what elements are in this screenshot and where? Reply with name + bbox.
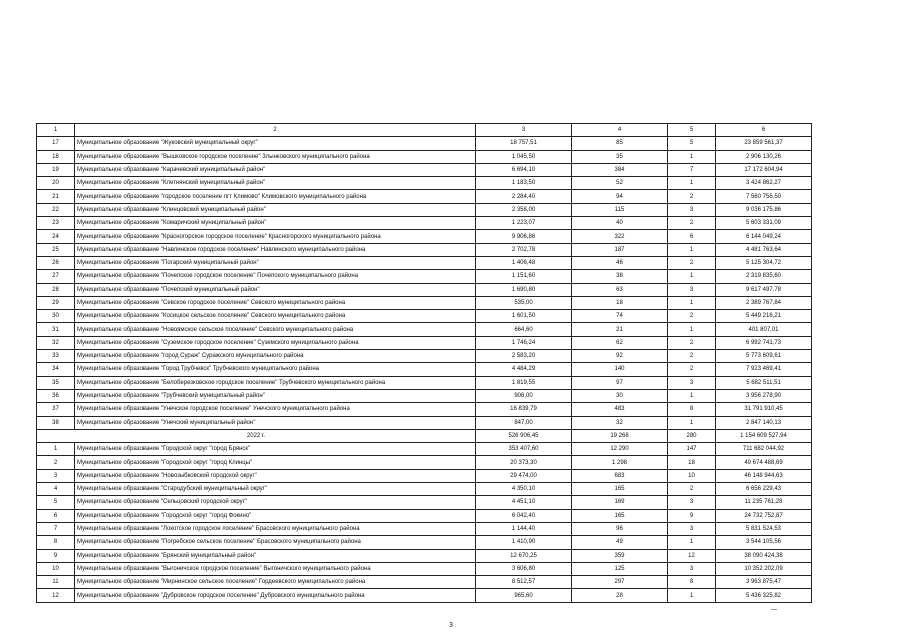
municipality-name: Муниципальное образование "Сельцовский городской округ" — [75, 496, 476, 509]
value-col-5: 12 — [668, 549, 716, 562]
value-col-4: 125 — [572, 562, 668, 575]
municipality-name: Муниципальное образование "Жуковский муниципальный округ" — [75, 137, 476, 150]
table-row — [37, 230, 812, 243]
value-col-4: 165 — [572, 483, 668, 496]
table-row — [37, 256, 812, 269]
row-number: 25 — [37, 243, 75, 256]
table-row — [37, 496, 812, 509]
value-col-5: 3 — [668, 203, 716, 216]
value-col-5: 3 — [668, 376, 716, 389]
value-col-6: 23 859 561,37 — [716, 137, 812, 150]
row-number: 32 — [37, 336, 75, 349]
table-row — [37, 283, 812, 296]
value-col-6: 2 906 130,26 — [716, 150, 812, 163]
year-total-col-6: 1 154 609 527,94 — [716, 429, 812, 442]
table-row — [37, 376, 812, 389]
value-col-4: 28 — [572, 589, 668, 602]
value-col-3: 16 839,79 — [476, 403, 572, 416]
year-total-col-3: 526 906,45 — [476, 429, 572, 442]
column-number-cell: 5 — [668, 124, 716, 137]
value-col-6: 49 674 488,69 — [716, 456, 812, 469]
column-number-cell: 6 — [716, 124, 812, 137]
value-col-4: 35 — [572, 150, 668, 163]
value-col-5: 147 — [668, 443, 716, 456]
value-col-5: 7 — [668, 163, 716, 176]
value-col-5: 2 — [668, 363, 716, 376]
row-number: 22 — [37, 203, 75, 216]
value-col-4: 187 — [572, 243, 668, 256]
table-row — [37, 177, 812, 190]
value-col-4: 165 — [572, 509, 668, 522]
value-col-3: 906,00 — [476, 389, 572, 402]
value-col-4: 92 — [572, 350, 668, 363]
table-body — [37, 124, 812, 603]
value-col-5: 1 — [668, 150, 716, 163]
value-col-5: 2 — [668, 483, 716, 496]
value-col-4: 683 — [572, 469, 668, 482]
value-col-6: 2 319 835,60 — [716, 270, 812, 283]
value-col-4: 38 — [572, 270, 668, 283]
value-col-3: 1 223,07 — [476, 217, 572, 230]
value-col-4: 30 — [572, 389, 668, 402]
value-col-3: 1 410,90 — [476, 536, 572, 549]
value-col-4: 21 — [572, 323, 668, 336]
value-col-5: 1 — [668, 389, 716, 402]
value-col-3: 1 406,48 — [476, 256, 572, 269]
value-col-4: 49 — [572, 536, 668, 549]
table-row — [37, 190, 812, 203]
value-col-4: 32 — [572, 416, 668, 429]
municipality-name: Муниципальное образование "Городской округ "город Брянск" — [75, 443, 476, 456]
value-col-5: 3 — [668, 522, 716, 535]
row-number: 37 — [37, 403, 75, 416]
municipality-name: Муниципальное образование "Трубчевский муниципальный район" — [75, 389, 476, 402]
row-number: 17 — [37, 137, 75, 150]
value-col-4: 63 — [572, 283, 668, 296]
value-col-5: 3 — [668, 283, 716, 296]
table-row — [37, 443, 812, 456]
value-col-6: 9 617 497,78 — [716, 283, 812, 296]
value-col-6: 2 389 767,84 — [716, 296, 812, 309]
value-col-5: 1 — [668, 323, 716, 336]
value-col-4: 140 — [572, 363, 668, 376]
row-number: 8 — [37, 536, 75, 549]
table-row — [37, 163, 812, 176]
value-col-6: 5 449 216,21 — [716, 310, 812, 323]
value-col-4: 96 — [572, 522, 668, 535]
year-label: 2022 г. — [37, 429, 476, 442]
municipality-name: Муниципальное образование "Белоберезковское городское поселение" Трубчевского муниципального района — [75, 376, 476, 389]
table-row — [37, 137, 812, 150]
value-col-3: 1 144,40 — [476, 522, 572, 535]
value-col-5: 2 — [668, 336, 716, 349]
value-col-3: 847,00 — [476, 416, 572, 429]
table-row — [37, 310, 812, 323]
row-number: 9 — [37, 549, 75, 562]
value-col-6: 3 424 862,27 — [716, 177, 812, 190]
municipality-name: Муниципальное образование "Карачевский муниципальный район" — [75, 163, 476, 176]
value-col-3: 20 373,30 — [476, 456, 572, 469]
value-col-4: 115 — [572, 203, 668, 216]
municipality-name: Муниципальное образование "Городской округ "город Клинцы" — [75, 456, 476, 469]
value-col-6: 31 791 910,45 — [716, 403, 812, 416]
row-number: 23 — [37, 217, 75, 230]
value-col-3: 12 670,25 — [476, 549, 572, 562]
value-col-4: 169 — [572, 496, 668, 509]
value-col-4: 85 — [572, 137, 668, 150]
municipality-name: Муниципальное образование "Погребское сельское поселение" Брасовского муниципального района — [75, 536, 476, 549]
table-row — [37, 549, 812, 562]
table-row — [37, 576, 812, 589]
value-col-4: 359 — [572, 549, 668, 562]
value-col-6: 3 956 278,90 — [716, 389, 812, 402]
row-number: 12 — [37, 589, 75, 602]
row-number: 18 — [37, 150, 75, 163]
municipality-name: Муниципальное образование "Почепское городское поселение" Почепского муниципального района — [75, 270, 476, 283]
value-col-6: 5 125 304,72 — [716, 256, 812, 269]
table-row — [37, 350, 812, 363]
value-col-6: 10 352 202,09 — [716, 562, 812, 575]
column-number-cell: 2 — [75, 124, 476, 137]
value-col-6: 7 560 756,50 — [716, 190, 812, 203]
municipality-name: Муниципальное образование "Севское городское поселение" Севского муниципального района — [75, 296, 476, 309]
municipality-name: Муниципальное образование "Навлинское городское поселение" Навлинского муниципального района — [75, 243, 476, 256]
value-col-3: 1 690,80 — [476, 283, 572, 296]
municipality-name: Муниципальное образование "Красногорское городское поселение" Красногорского муниципального района — [75, 230, 476, 243]
value-col-5: 2 — [668, 310, 716, 323]
table-row — [37, 323, 812, 336]
municipality-name: Муниципальное образование "Выгоничское городское поселение" Выгоничского муниципального района — [75, 562, 476, 575]
year-total-col-5: 280 — [668, 429, 716, 442]
value-col-3: 1 151,60 — [476, 270, 572, 283]
value-col-6: 711 682 044,92 — [716, 443, 812, 456]
value-col-4: 97 — [572, 376, 668, 389]
municipality-name: Муниципальное образование "Дубровское городское поселение" Дубровского муниципального района — [75, 589, 476, 602]
row-number: 6 — [37, 509, 75, 522]
municipality-name: Муниципальное образование "город Сураж" Суражского муниципального района — [75, 350, 476, 363]
value-col-3: 4 484,29 — [476, 363, 572, 376]
column-number-row — [37, 124, 812, 137]
table-row — [37, 589, 812, 602]
row-number: 3 — [37, 469, 75, 482]
value-col-5: 1 — [668, 416, 716, 429]
value-col-6: 5 773 609,61 — [716, 350, 812, 363]
value-col-6: 38 090 424,38 — [716, 549, 812, 562]
table-row — [37, 150, 812, 163]
value-col-4: 94 — [572, 190, 668, 203]
table-row — [37, 243, 812, 256]
table-row — [37, 296, 812, 309]
value-col-6: 5 603 331,09 — [716, 217, 812, 230]
row-number: 31 — [37, 323, 75, 336]
value-col-5: 1 — [668, 589, 716, 602]
year-total-row — [37, 429, 812, 442]
column-number-cell: 4 — [572, 124, 668, 137]
row-number: 24 — [37, 230, 75, 243]
municipality-name: Муниципальное образование "Косицкое сельское поселение" Севского муниципального района — [75, 310, 476, 323]
value-col-6: 6 656 229,43 — [716, 483, 812, 496]
table-row — [37, 456, 812, 469]
municipality-name: Муниципальное образование "Клинцовский муниципальный район" — [75, 203, 476, 216]
value-col-6: 24 732 752,87 — [716, 509, 812, 522]
municipality-name: Муниципальное образование "Стародубский муниципальный округ" — [75, 483, 476, 496]
row-number: 20 — [37, 177, 75, 190]
municipality-name: Муниципальное образование "Новозыбковский городской округ" — [75, 469, 476, 482]
column-number-cell: 1 — [37, 124, 75, 137]
value-col-6: 5 831 524,53 — [716, 522, 812, 535]
row-number: 28 — [37, 283, 75, 296]
table-row — [37, 522, 812, 535]
value-col-3: 535,00 — [476, 296, 572, 309]
row-number: 19 — [37, 163, 75, 176]
value-col-3: 1 045,50 — [476, 150, 572, 163]
table-row — [37, 203, 812, 216]
column-number-cell: 3 — [476, 124, 572, 137]
value-col-5: 3 — [668, 496, 716, 509]
value-col-3: 2 702,78 — [476, 243, 572, 256]
municipality-name: Муниципальное образование "Новоямское сельское поселение" Севского муниципального района — [75, 323, 476, 336]
value-col-4: 52 — [572, 177, 668, 190]
value-col-3: 1 183,50 — [476, 177, 572, 190]
year-total-col-4: 19 268 — [572, 429, 668, 442]
table-row — [37, 416, 812, 429]
row-number: 5 — [37, 496, 75, 509]
table-row — [37, 509, 812, 522]
row-number: 4 — [37, 483, 75, 496]
value-col-6: 11 235 761,28 — [716, 496, 812, 509]
value-col-3: 2 583,20 — [476, 350, 572, 363]
value-col-3: 664,60 — [476, 323, 572, 336]
value-col-5: 1 — [668, 270, 716, 283]
row-number: 27 — [37, 270, 75, 283]
scan-artifact — [771, 609, 777, 610]
value-col-4: 74 — [572, 310, 668, 323]
value-col-5: 1 — [668, 177, 716, 190]
value-col-6: 2 847 140,13 — [716, 416, 812, 429]
value-col-3: 4 350,10 — [476, 483, 572, 496]
value-col-4: 1 298 — [572, 456, 668, 469]
value-col-6: 5 436 325,82 — [716, 589, 812, 602]
value-col-3: 18 757,51 — [476, 137, 572, 150]
row-number: 33 — [37, 350, 75, 363]
value-col-5: 6 — [668, 230, 716, 243]
value-col-3: 1 746,24 — [476, 336, 572, 349]
municipality-name: Муниципальное образование "Почепский муниципальный район" — [75, 283, 476, 296]
value-col-3: 4 451,10 — [476, 496, 572, 509]
value-col-4: 483 — [572, 403, 668, 416]
value-col-6: 4 481 763,64 — [716, 243, 812, 256]
row-number: 26 — [37, 256, 75, 269]
value-col-5: 18 — [668, 456, 716, 469]
value-col-4: 46 — [572, 256, 668, 269]
value-col-3: 6 042,40 — [476, 509, 572, 522]
value-col-6: 5 682 511,51 — [716, 376, 812, 389]
value-col-5: 1 — [668, 243, 716, 256]
value-col-6: 3 544 105,56 — [716, 536, 812, 549]
table-row — [37, 536, 812, 549]
row-number: 2 — [37, 456, 75, 469]
value-col-5: 2 — [668, 350, 716, 363]
municipality-name: Муниципальное образование "Унечское городское поселение" Унечского муниципального района — [75, 403, 476, 416]
municipality-name: Муниципальное образование "Мирнинское сельское поселение" Гордеевского муниципального района — [75, 576, 476, 589]
value-col-6: 9 036 175,86 — [716, 203, 812, 216]
row-number: 38 — [37, 416, 75, 429]
row-number: 21 — [37, 190, 75, 203]
value-col-3: 965,60 — [476, 589, 572, 602]
value-col-3: 353 407,60 — [476, 443, 572, 456]
municipality-name: Муниципальное образование "Город Трубчевск" Трубчевского муниципального района — [75, 363, 476, 376]
row-number: 36 — [37, 389, 75, 402]
municipality-name: Муниципальное образование "Погарский муниципальный район" — [75, 256, 476, 269]
row-number: 30 — [37, 310, 75, 323]
value-col-3: 3 606,80 — [476, 562, 572, 575]
page-number: 3 — [449, 622, 453, 629]
value-col-6: 6 992 741,73 — [716, 336, 812, 349]
table-row — [37, 363, 812, 376]
row-number: 29 — [37, 296, 75, 309]
municipality-name: Муниципальное образование "Комаричский муниципальный район" — [75, 217, 476, 230]
table-row — [37, 389, 812, 402]
value-col-3: 9 906,86 — [476, 230, 572, 243]
value-col-5: 10 — [668, 469, 716, 482]
value-col-4: 297 — [572, 576, 668, 589]
value-col-3: 2 284,40 — [476, 190, 572, 203]
value-col-3: 2 358,00 — [476, 203, 572, 216]
value-col-3: 1 601,50 — [476, 310, 572, 323]
value-col-4: 62 — [572, 336, 668, 349]
row-number: 35 — [37, 376, 75, 389]
value-col-4: 18 — [572, 296, 668, 309]
value-col-6: 401 807,01 — [716, 323, 812, 336]
table-row — [37, 469, 812, 482]
municipality-name: Муниципальное образование "Городской округ "город Фокино" — [75, 509, 476, 522]
row-number: 7 — [37, 522, 75, 535]
municipality-name: Муниципальное образование "Унечский муниципальный район" — [75, 416, 476, 429]
value-col-5: 8 — [668, 403, 716, 416]
value-col-5: 2 — [668, 217, 716, 230]
data-table — [36, 123, 812, 603]
value-col-5: 3 — [668, 562, 716, 575]
value-col-5: 1 — [668, 296, 716, 309]
value-col-5: 9 — [668, 509, 716, 522]
table-row — [37, 483, 812, 496]
table-row — [37, 562, 812, 575]
value-col-6: 46 148 944,63 — [716, 469, 812, 482]
value-col-6: 17 172 604,94 — [716, 163, 812, 176]
table-row — [37, 336, 812, 349]
row-number: 10 — [37, 562, 75, 575]
value-col-4: 12 290 — [572, 443, 668, 456]
value-col-6: 6 144 049,24 — [716, 230, 812, 243]
table-row — [37, 270, 812, 283]
value-col-6: 3 963 875,47 — [716, 576, 812, 589]
row-number: 11 — [37, 576, 75, 589]
municipality-name: Муниципальное образование "Вышковское городское поселение" Злынковского муниципального района — [75, 150, 476, 163]
value-col-5: 5 — [668, 137, 716, 150]
table-row — [37, 403, 812, 416]
municipality-name: Муниципальное образование "городское поселение пгт Климово" Климовского муниципального района — [75, 190, 476, 203]
value-col-3: 29 474,00 — [476, 469, 572, 482]
value-col-3: 1 819,55 — [476, 376, 572, 389]
municipality-name: Муниципальное образование "Клетнянский муниципальный район" — [75, 177, 476, 190]
municipality-name: Муниципальное образование "Брянский муниципальный район" — [75, 549, 476, 562]
value-col-3: 8 512,57 — [476, 576, 572, 589]
value-col-4: 384 — [572, 163, 668, 176]
value-col-4: 322 — [572, 230, 668, 243]
value-col-5: 1 — [668, 536, 716, 549]
row-number: 1 — [37, 443, 75, 456]
value-col-5: 2 — [668, 190, 716, 203]
value-col-5: 8 — [668, 576, 716, 589]
value-col-4: 40 — [572, 217, 668, 230]
table-row — [37, 217, 812, 230]
municipality-name: Муниципальное образование "Локотское городское поселение" Брасовского муниципального района — [75, 522, 476, 535]
municipality-name: Муниципальное образование "Суземское городское поселение" Суземского муниципального района — [75, 336, 476, 349]
value-col-6: 7 923 469,41 — [716, 363, 812, 376]
row-number: 34 — [37, 363, 75, 376]
value-col-3: 6 694,10 — [476, 163, 572, 176]
value-col-5: 2 — [668, 256, 716, 269]
